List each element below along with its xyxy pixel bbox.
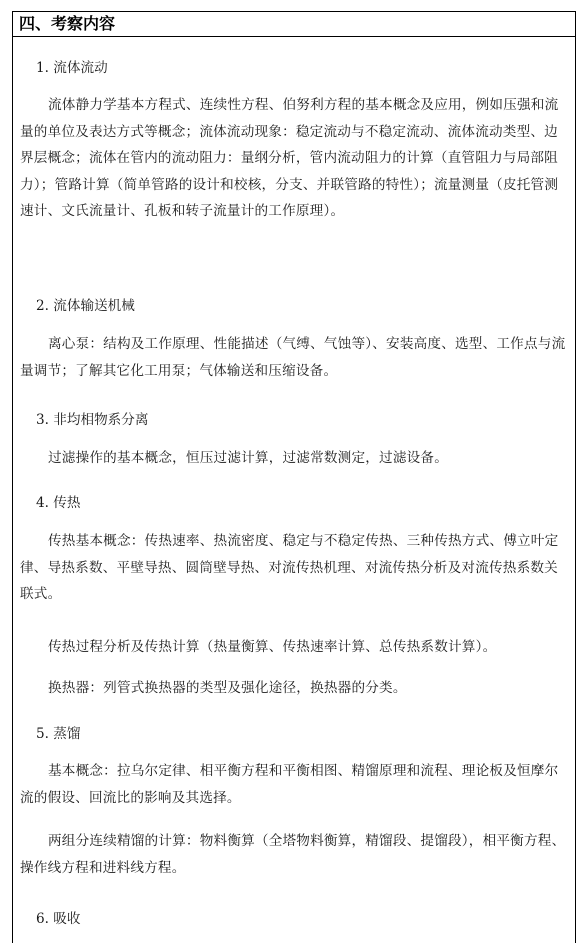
paragraph-fluid-flow: 流体静力学基本方程式、连续性方程、伯努利方程的基本概念及应用，例如压强和流量的单位及表达方式等概念；流体流动现象：稳定流动与不稳定流动、流体流动类型、边界层概念；流体在管内的流动阻力：量纲分析，管内流动阻力的计算（直管阻力与局部阻力）；管路计算（简单管路的设计和校核，分支、并联管路的特性）；流量测量（皮托管测速计、文氏流量计、孔板和转子流量计的工作原理）。 (20, 97, 559, 219)
paragraph-heat-calc: 传热过程分析及传热计算（热量衡算、传热速率计算、总传热系数计算）。 (48, 639, 497, 655)
heading-fluid-machinery: 2. 流体输送机械 (36, 298, 135, 314)
paragraph-heat-exchanger: 换热器：列管式换热器的类型及强化途径，换热器的分类。 (48, 680, 407, 696)
heading-fluid-flow: 1. 流体流动 (36, 60, 108, 76)
heading-absorption: 6. 吸收 (36, 911, 81, 927)
paragraph-distillation-basics: 基本概念：拉乌尔定律、相平衡方程和平衡相图、精馏原理和流程、理论板及恒摩尔流的假设、回流比的影响及其选择。 (20, 763, 559, 806)
paragraph-heat-basics: 传热基本概念：传热速率、热流密度、稳定与不稳定传热、三种传热方式、傅立叶定律、导热系数、平壁导热、圆筒壁导热、对流传热机理、对流传热分析及对流传热系数关联式。 (20, 533, 559, 602)
heading-separation: 3. 非均相物系分离 (36, 412, 149, 428)
paragraph-distillation-calc: 两组分连续精馏的计算：物料衡算（全塔物料衡算，精馏段、提馏段），相平衡方程、操作线方程和进料线方程。 (20, 833, 566, 876)
section-title: 四、考察内容 (13, 12, 575, 37)
paragraph-filtration: 过滤操作的基本概念，恒压过滤计算，过滤常数测定，过滤设备。 (48, 450, 449, 466)
heading-heat-transfer: 4. 传热 (36, 495, 81, 511)
heading-distillation: 5. 蒸馏 (36, 726, 81, 742)
paragraph-pump: 离心泵：结构及工作原理、性能描述（气缚、气蚀等）、安装高度、选型、工作点与流量调节；了解其它化工用泵；气体输送和压缩设备。 (20, 336, 566, 379)
